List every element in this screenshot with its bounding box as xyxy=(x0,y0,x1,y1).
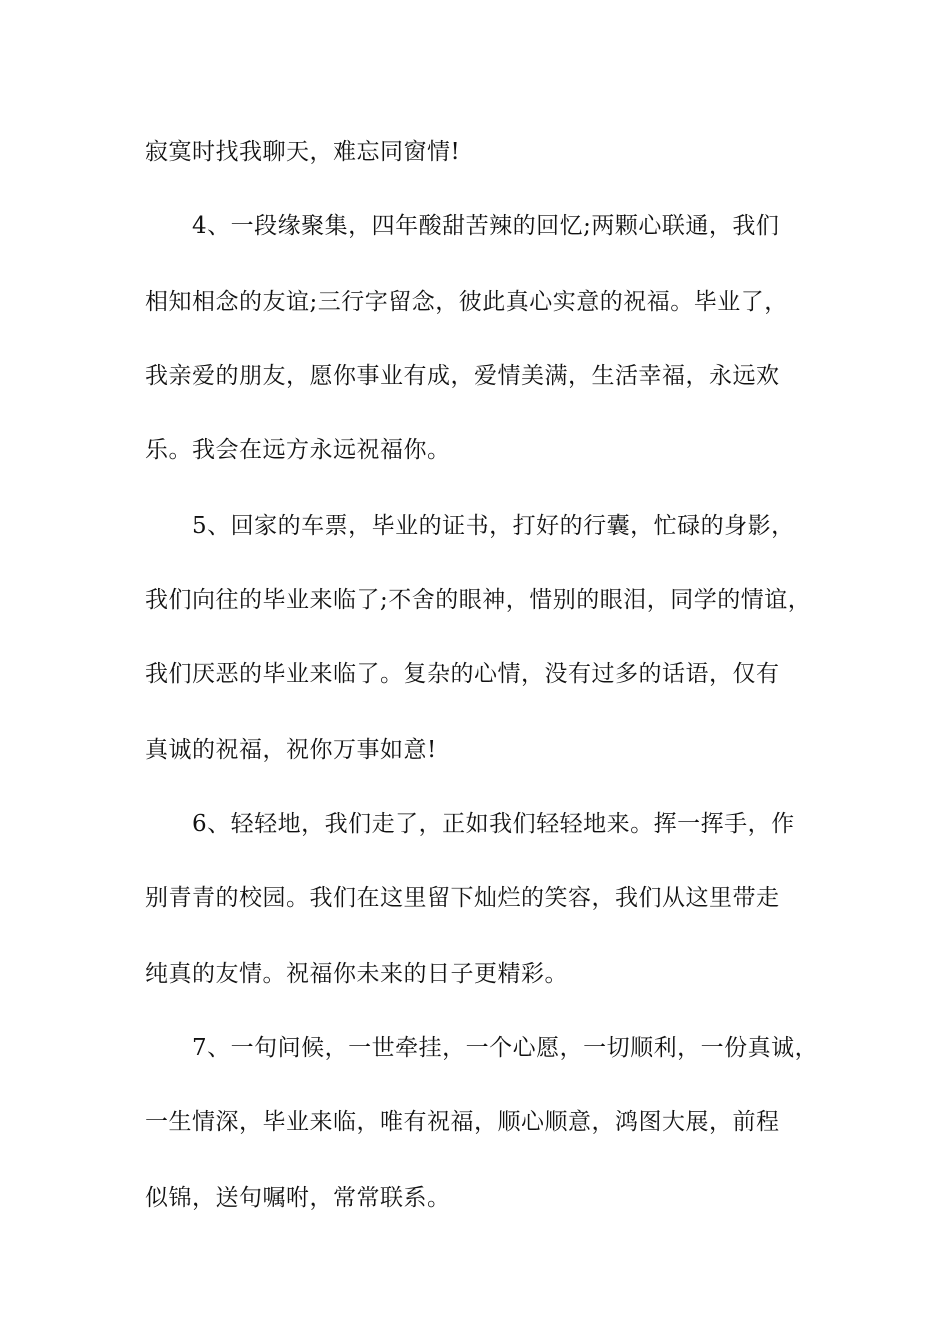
text-line: 寂寞时找我聊天，难忘同窗情! xyxy=(145,139,461,165)
text-line: 5、回家的车票，毕业的证书，打好的行囊，忙碌的身影， xyxy=(192,513,795,539)
text-line: 我们向往的毕业来临了;不舍的眼神，惜别的眼泪，同学的情谊， xyxy=(145,587,812,613)
text-line: 6、轻轻地，我们走了，正如我们轻轻地来。挥一挥手，作 xyxy=(192,811,795,837)
text-line: 7、一句问候，一世牵挂，一个心愿，一切顺利，一份真诚， xyxy=(192,1035,819,1061)
text-line: 乐。我会在远方永远祝福你。 xyxy=(145,437,451,463)
text-line: 一生情深，毕业来临，唯有祝福，顺心顺意，鸿图大展，前程 xyxy=(145,1109,780,1135)
text-line: 相知相念的友谊;三行字留念，彼此真心实意的祝福。毕业了， xyxy=(145,289,788,315)
text-line: 我亲爱的朋友，愿你事业有成，爱情美满，生活幸福，永远欢 xyxy=(145,363,780,389)
text-line: 我们厌恶的毕业来临了。复杂的心情，没有过多的话语，仅有 xyxy=(145,661,780,687)
text-line: 似锦，送句嘱咐，常常联系。 xyxy=(145,1185,451,1211)
text-line: 4、一段缘聚集，四年酸甜苦辣的回忆;两颗心联通，我们 xyxy=(192,213,780,239)
text-line: 纯真的友情。祝福你未来的日子更精彩。 xyxy=(145,961,568,987)
text-line: 真诚的祝福，祝你万事如意! xyxy=(145,737,437,763)
text-line: 别青青的校园。我们在这里留下灿烂的笑容，我们从这里带走 xyxy=(145,885,780,911)
